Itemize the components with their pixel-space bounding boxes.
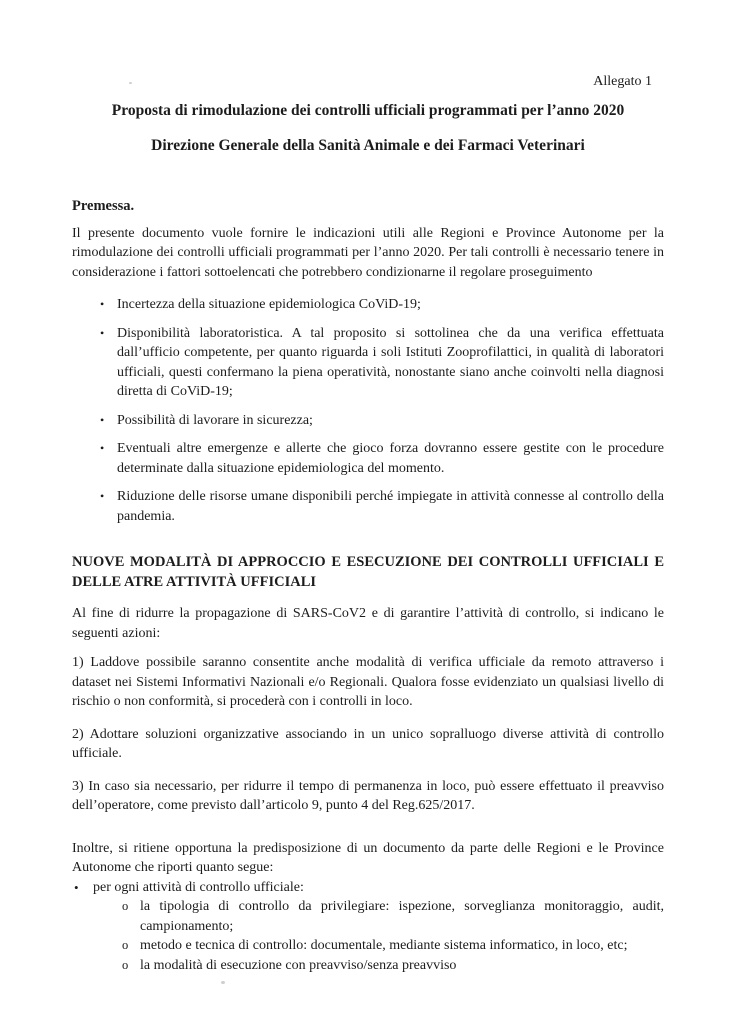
circle-bullet-icon: o [122,938,129,952]
section-intro: Al fine di ridurre la propagazione di SARS-CoV2 e di garantire l’attività di controllo, si indicano le seguenti azioni: [72,606,664,641]
action-paragraph-3: 3) In caso sia necessario, per ridurre il tempo di permanenza in loco, può essere effettuato il preavviso dell’operatore, come previsto dall’articolo 9, punto 4 del Reg.625/2017. [72,778,664,813]
scan-artifact [129,82,132,84]
annex-label: Allegato 1 [593,74,652,89]
bullet-icon: • [100,325,105,340]
factor-text: Eventuali altre emergenze e allerte che gioco forza dovranno essere gestite con le procedure determinate dalla situazione epidemiologica del momento. [117,441,664,476]
circle-bullet-icon: o [122,957,129,972]
factor-text: Incertezza della situazione epidemiologica CoViD-19; [117,297,421,312]
factor-item [72,411,664,431]
subitem-text: la tipologia di controllo da privilegiare: ispezione, sorveglianza monitoraggio, audit, campionamento; [140,899,664,934]
subitem-text: la modalità di esecuzione con preavviso/senza preavviso [140,957,457,973]
factor-text: Riduzione delle risorse umane disponibili perché impiegate in attività connesse al controllo della pandemia. [117,489,664,524]
bullet-icon: • [100,441,105,455]
scan-artifact [221,981,225,984]
checklist-subitem [72,956,664,976]
checklist-bullet [72,878,664,898]
action-paragraph-1: 1) Laddove possibile saranno consentite anche modalità di verifica ufficiale da remoto attraverso i dataset nei Sistemi Informativi Nazionali e/o Regionali. Qualora fosse evidenziato un qualsiasi livello di rischio o non conformità, si procederà con i controlli in loco. [72,655,664,709]
bullet-icon: • [74,879,79,895]
bullet-icon: • [100,297,105,311]
factor-item [72,439,664,478]
checklist-subitem [72,897,664,936]
factor-text: Disponibilità laboratoristica. A tal proposito si sottolinea che da una verifica effettuata dall’ufficio competente, per quanto riguarda i soli Istituti Zooprofilattici, in qualità di laboratori ufficiali, questi confermano la piena operatività, nonostante siano anche coinvolti nella diagnosi diretta di CoViD-19; [117,325,664,399]
section-heading: NUOVE MODALITÀ DI APPROCCIO E ESECUZIONE DEI CONTROLLI UFFICIALI E DELLE ATRE ATTIVITÀ UFFICIALI [72,554,664,590]
bullet-icon: • [100,412,105,427]
document-subtitle: Direzione Generale della Sanità Animale e dei Farmaci Veterinari [151,137,585,154]
factor-item [72,295,664,315]
circle-bullet-icon: o [122,899,129,913]
factor-list [72,295,664,526]
bullet-icon: • [100,489,105,503]
premessa-intro: Il presente documento vuole fornire le indicazioni utili alle Regioni e Province Autonome per la rimodulazione dei controlli ufficiali programmati per l’anno 2020. Per tali controlli è necessario tenere in considerazione i fattori sottoelencati che potrebbero condizionarne il regolare proseguimento [72,225,664,280]
subitem-text: metodo e tecnica di controllo: documentale, mediante sistema informatico, in loco, etc; [140,938,628,953]
checklist-label: per ogni attività di controllo ufficiale: [93,879,304,895]
factor-item [72,324,664,402]
closing-paragraph: Inoltre, si ritiene opportuna la predisposizione di un documento da parte delle Regioni e le Province Autonome che riporti quanto segue: [72,840,664,875]
checklist-subitem [72,936,664,956]
checklist-sublist [72,897,664,975]
document-title: Proposta di rimodulazione dei controlli ufficiali programmati per l’anno 2020 [111,102,625,119]
action-paragraph-2: 2) Adottare soluzioni organizzative associando in un unico sopralluogo diverse attività di controllo ufficiale. [72,726,664,761]
factor-text: Possibilità di lavorare in sicurezza; [117,412,313,428]
factor-item [72,487,664,526]
premessa-heading: Premessa. [72,198,135,214]
